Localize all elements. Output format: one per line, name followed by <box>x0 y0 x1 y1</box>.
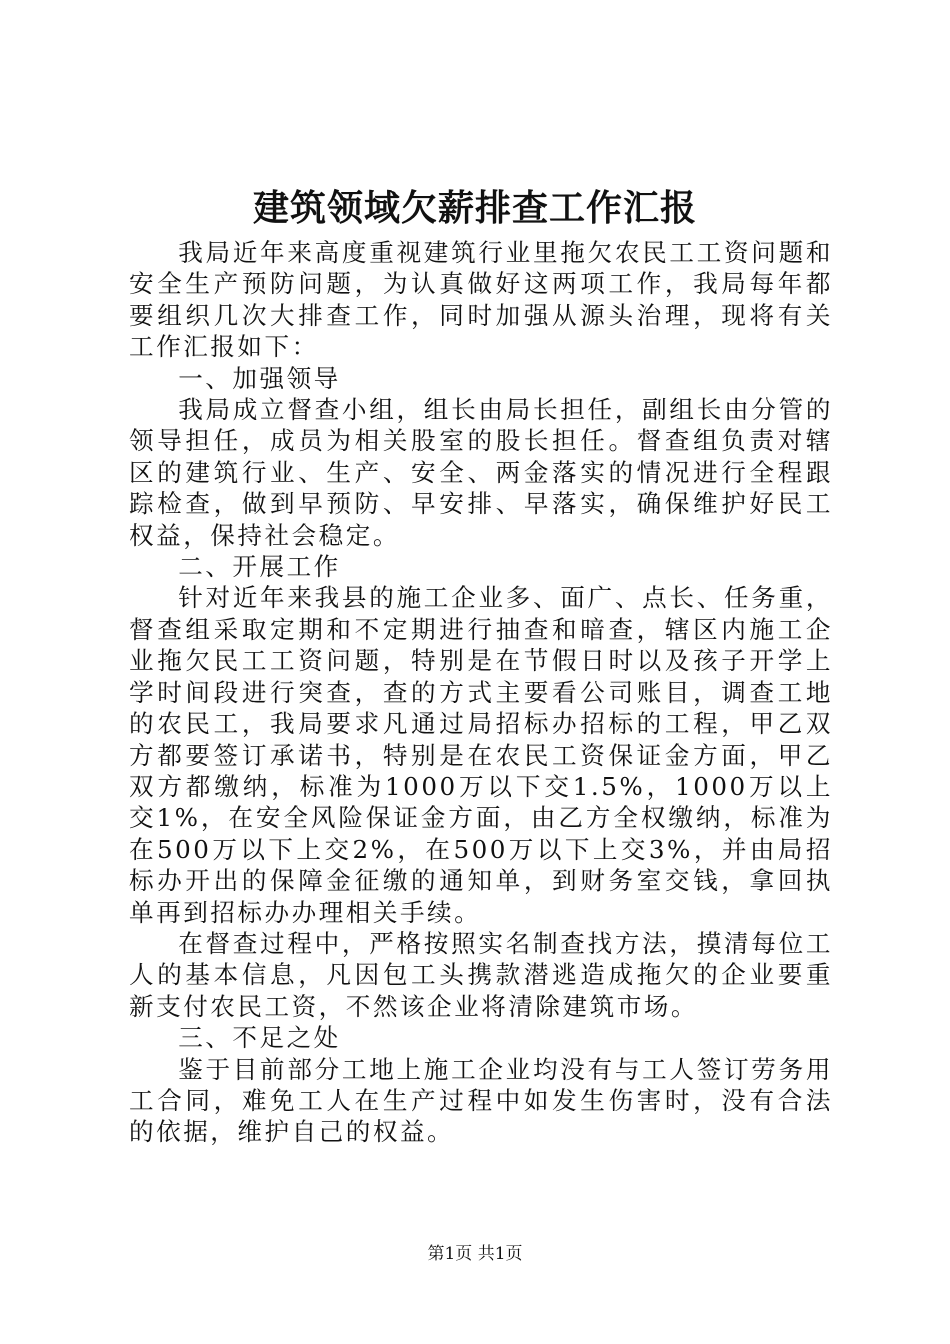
inspection-paragraph: 在督查过程中，严格按照实名制查找方法，摸清每位工人的基本信息，凡因包工头携款潜逃造成拖欠的企业要重新支付农民工资，不然该企业将清除建筑市场。 <box>129 928 833 1021</box>
section-heading-work: 二、开展工作 <box>178 552 341 582</box>
intro-paragraph: 我局近年来高度重视建筑行业里拖欠农民工工资问题和安全生产预防问题，为认真做好这两项工作，我局每年都要组织几次大排查工作，同时加强从源头治理，现将有关工作汇报如下： <box>129 238 833 362</box>
work-paragraph: 针对近年来我县的施工企业多、面广、点长、任务重，督查组采取定期和不定期进行抽查和暗查，辖区内施工企业拖欠民工工资问题，特别是在节假日时以及孩子开学上学时间段进行突查，查的方式主要看公司账目，调查工地的农民工，我局要求凡通过局招标办招标的工程，甲乙双方都要签订承诺书，特别是在农民工资保证金方面，甲乙双方都缴纳，标准为1000万以下交1.5%，1000万以上交1%，在安全风险保证金方面，由乙方全权缴纳，标准为在500万以下上交2%，在500万以下上交3%，并由局招标办开出的保障金征缴的通知单，到财务室交钱，拿回执单再到招标办办理相关手续。 <box>129 583 833 927</box>
document-title: 建筑领域欠薪排查工作汇报 <box>252 187 697 229</box>
section-heading-shortcomings: 三、不足之处 <box>178 1023 341 1053</box>
leadership-paragraph: 我局成立督查小组，组长由局长担任，副组长由分管的领导担任，成员为相关股室的股长担任。督查组负责对辖区的建筑行业、生产、安全、两金落实的情况进行全程跟踪检查，做到早预防、早安排、早落实，确保维护好民工权益，保持社会稳定。 <box>129 395 833 550</box>
page-number-footer: 第1页 共1页 <box>427 1244 523 1264</box>
shortcomings-paragraph: 鉴于目前部分工地上施工企业均没有与工人签订劳务用工合同，难免工人在生产过程中如发生伤害时，没有合法的依据，维护自己的权益。 <box>129 1054 833 1147</box>
section-heading-leadership: 一、加强领导 <box>178 363 341 393</box>
document-body <box>129 237 833 1148</box>
